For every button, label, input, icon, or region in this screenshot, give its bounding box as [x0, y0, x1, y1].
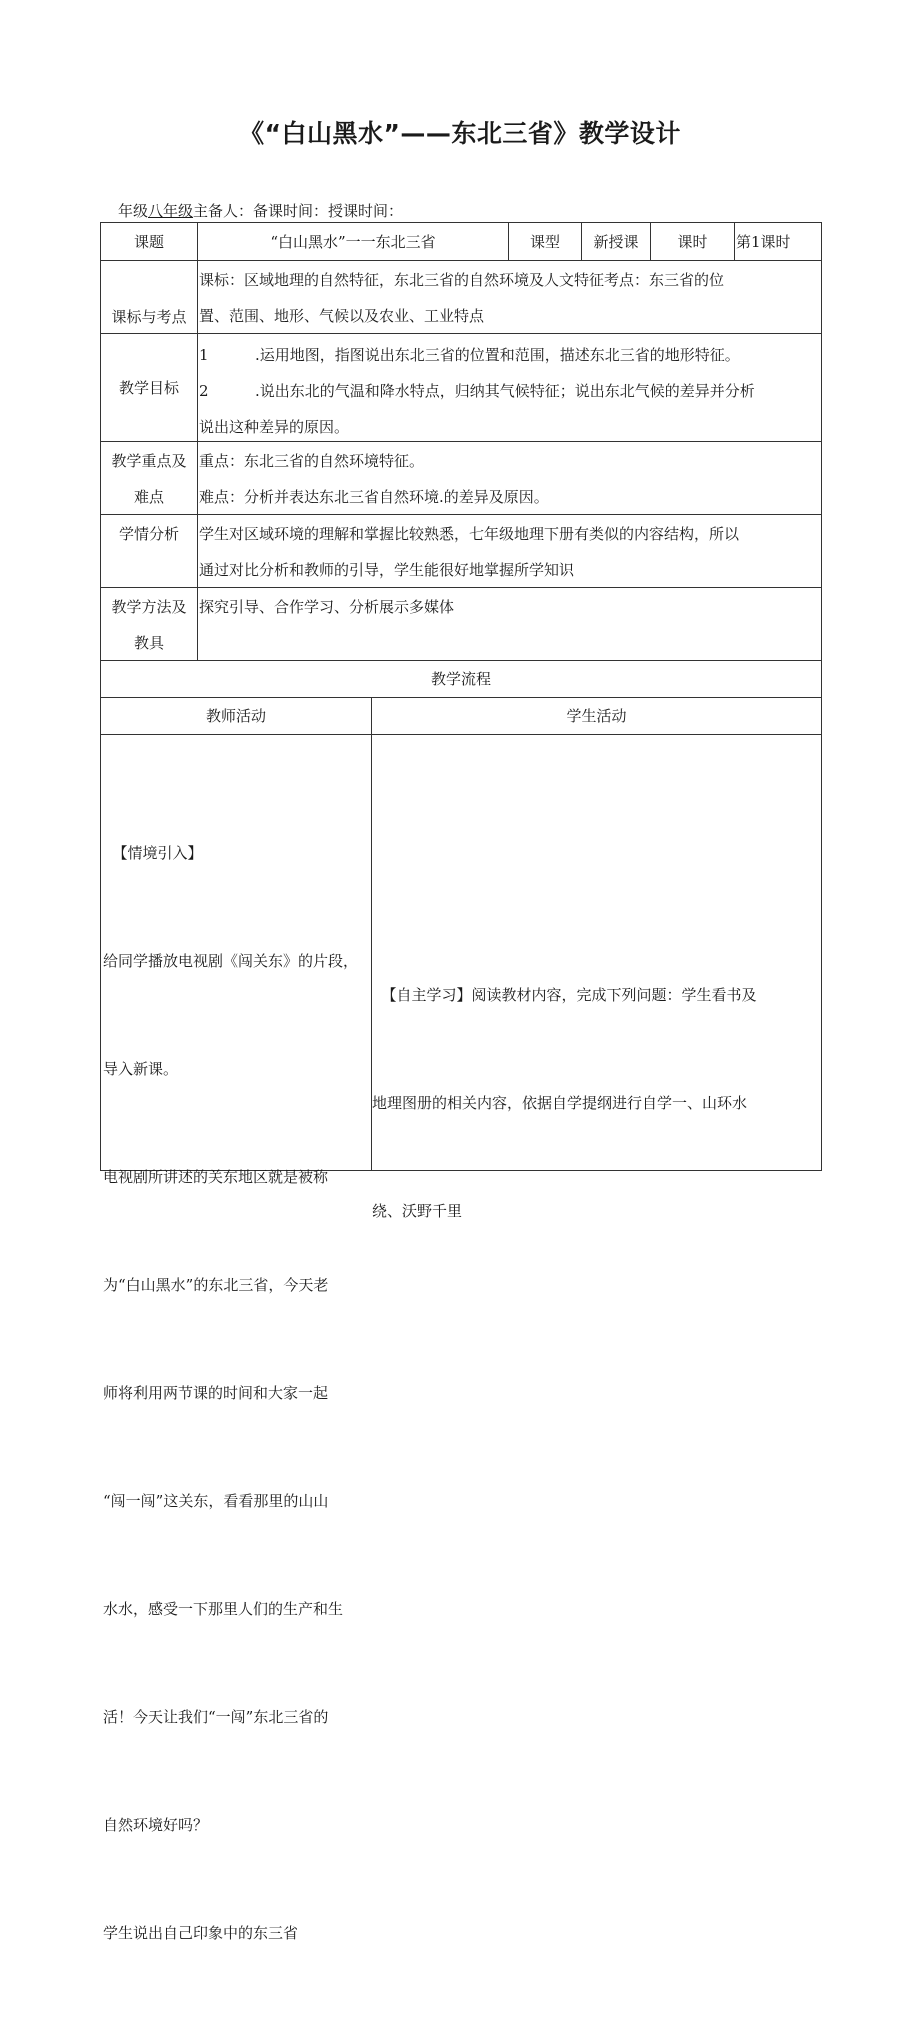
student-line: 地理图册的相关内容，依据自学提纲进行自学一、山环水: [372, 1094, 748, 1112]
grade-label: 年级: [118, 202, 149, 220]
objectives-label: 教学目标: [101, 334, 198, 441]
flow-header-row: [100, 698, 822, 735]
standards-label: 课标与考点: [101, 261, 198, 333]
methods-row: [100, 588, 822, 661]
objective-item: [199, 337, 821, 373]
objective-number: 2: [199, 382, 209, 400]
standards-row: [100, 261, 822, 334]
teacher-line: 给同学播放电视剧《闯关东》的片段，: [103, 952, 359, 970]
teacher-line: 电视剧所讲述的关东地区就是被称: [103, 1168, 329, 1186]
difficulty-text: 难点：分析并表达东北三省自然环境.的差异及原因。: [199, 488, 549, 506]
methods-label-line: 教学方法及: [111, 598, 187, 616]
teacher-line: 导入新课。: [103, 1060, 179, 1078]
teacher-line: 为“白山黑水”的东北三省，今天老: [103, 1276, 329, 1294]
student-activity-content: [372, 735, 822, 1220]
keypoints-row: [100, 442, 822, 515]
standards-content: [198, 261, 822, 333]
methods-label-line: 教具: [133, 634, 164, 652]
document-title: 《“白山黑水”——东北三省》教学设计: [239, 119, 681, 148]
flow-title: 教学流程: [101, 661, 822, 697]
objective-text: .运用地图，指图说出东北三省的位置和范围，描述东北三省的地形特征。: [255, 346, 740, 364]
grade-value: 八年级: [148, 202, 194, 220]
flow-content-row: [100, 735, 822, 1942]
teacher-line: “闯一闯”这关东，看看那里的山山: [103, 1492, 329, 1510]
type-value: 新授课: [582, 223, 651, 260]
student-line: 绕、沃野千里: [372, 1202, 463, 1220]
learner-row: [100, 515, 822, 588]
topic-value: “白山黑水”一一东北三省: [198, 223, 509, 260]
keypoints-label-line: 教学重点及: [111, 452, 187, 470]
period-value: 第1课时: [735, 223, 822, 260]
student-line: 【自主学习】阅读教材内容，完成下列问题：学生看书及: [372, 986, 757, 1004]
methods-content: 探究引导、合作学习、分析展示多媒体: [198, 588, 822, 660]
objective-item: [199, 373, 821, 409]
keypoints-label: [101, 442, 198, 514]
objective-continuation: 说出这种差异的原因。: [199, 418, 350, 436]
flow-title-row: [100, 661, 822, 698]
standards-line: 置、范围、地形、气候以及农业、工业特点: [199, 307, 485, 325]
learner-label: 学情分析: [101, 515, 198, 587]
meta-line: [118, 200, 403, 221]
learner-line: 学生对区域环境的理解和掌握比较熟悉，七年级地理下册有类似的内容结构，所以: [199, 525, 740, 543]
standards-line: 课标：区域地理的自然特征，东北三省的自然环境及人文特征考点：东三省的位: [199, 271, 725, 289]
objective-text: .说出东北的气温和降水特点，归纳其气候特征；说出东北气候的差异并分析: [255, 382, 755, 400]
meta-rest: 主备人：备课时间：授课时间：: [193, 202, 404, 220]
methods-label: [101, 588, 198, 660]
teacher-line: 活！今天让我们“一闯”东北三省的: [103, 1708, 329, 1726]
student-activity-header: 学生活动: [372, 698, 822, 734]
learner-content: [198, 515, 822, 587]
keypoints-label-line: 难点: [133, 488, 164, 506]
teacher-line: 自然环境好吗？: [103, 1816, 209, 1834]
type-label: 课型: [509, 223, 582, 260]
objectives-content: [198, 334, 822, 441]
teacher-line: 学生说出自己印象中的东三省: [103, 1924, 299, 1942]
objective-number: 1: [199, 346, 209, 364]
teacher-line: 水水，感受一下那里人们的生产和生: [103, 1600, 344, 1618]
teacher-line: 师将利用两节课的时间和大家一起: [103, 1384, 329, 1402]
topic-label: 课题: [101, 223, 198, 260]
focus-text: 重点：东北三省的自然环境特征。: [199, 452, 425, 470]
lesson-plan-table: [100, 222, 822, 1942]
learner-line: 通过对比分析和教师的引导，学生能很好地掌握所学知识: [199, 561, 575, 579]
teacher-activity-header: 教师活动: [101, 698, 372, 734]
objectives-row: [100, 334, 822, 442]
teacher-activity-content: [101, 735, 372, 1942]
period-label: 课时: [651, 223, 735, 260]
topic-row: [100, 222, 822, 261]
teacher-line: 【情境引入】: [103, 844, 203, 862]
keypoints-content: [198, 442, 822, 514]
